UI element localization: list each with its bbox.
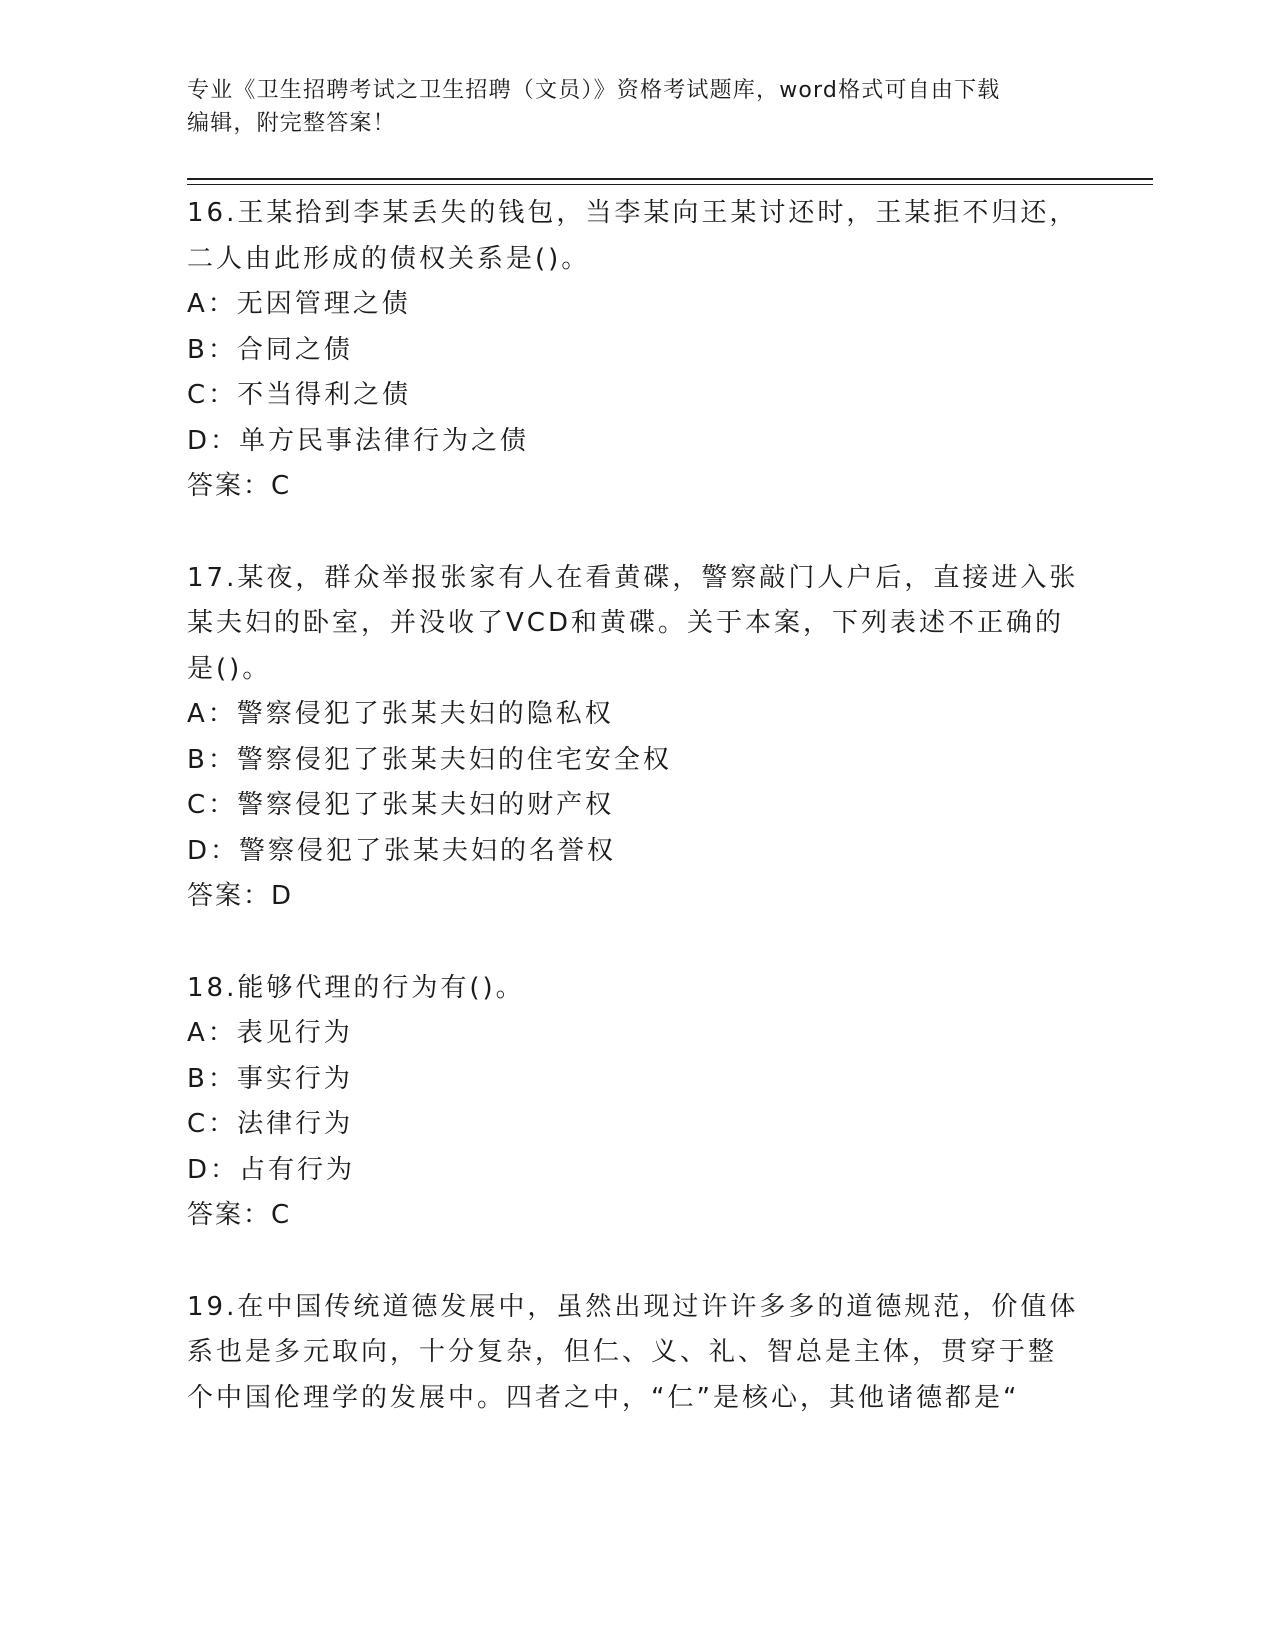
header-divider-thin: [187, 184, 1153, 185]
answer-line: 答案：C: [187, 471, 292, 501]
option-c: C：不当得利之债: [187, 380, 412, 410]
option-d: D：占有行为: [187, 1154, 356, 1185]
option-d: D：警察侵犯了张某夫妇的名誉权: [187, 835, 617, 866]
question-stem-line: 某夫妇的卧室，并没收了VCD和黄碟。关于本案，下列表述不正确的: [187, 608, 1064, 638]
option-b: B：警察侵犯了张某夫妇的住宅安全权: [187, 744, 672, 775]
header-line-2: 编辑，附完整答案！: [187, 111, 396, 136]
option-d: D：单方民事法律行为之债: [187, 425, 530, 456]
option-a: A：警察侵犯了张某夫妇的隐私权: [187, 699, 614, 729]
question-16: [187, 191, 1087, 510]
option-c: C：警察侵犯了张某夫妇的财产权: [187, 790, 615, 820]
option-b: B：合同之债: [187, 334, 353, 365]
question-17: [187, 556, 1087, 920]
answer-line: 答案：D: [187, 881, 294, 911]
document-header: [187, 74, 1067, 140]
question-stem-line: 16.王某拾到李某丢失的钱包，当李某向王某讨还时，王某拒不归还，: [187, 198, 1079, 228]
question-19: [187, 1285, 1087, 1422]
option-a: A：表见行为: [187, 1018, 353, 1048]
header-divider-thick: [187, 178, 1153, 180]
question-stem-line: 个中国伦理学的发展中。四者之中，“仁”是核心，其他诸德都是“: [187, 1382, 1020, 1413]
question-list: [187, 191, 1087, 1421]
question-stem-line: 系也是多元取向，十分复杂，但仁、义、礼、智总是主体，贯穿于整: [187, 1337, 1058, 1367]
option-b: B：事实行为: [187, 1063, 353, 1094]
question-stem-line: 17.某夜，群众举报张家有人在看黄碟，警察敲门人户后，直接进入张: [187, 562, 1079, 593]
header-line-1: 专业《卫生招聘考试之卫生招聘（文员）》资格考试题库，word格式可自由下载: [187, 78, 1001, 103]
question-stem-line: 是()。: [187, 653, 272, 684]
option-a: A：无因管理之债: [187, 289, 411, 319]
question-stem-line: 19.在中国传统道德发展中，虽然出现过许许多多的道德规范，价值体: [187, 1291, 1079, 1322]
question-stem-line: 二人由此形成的债权关系是()。: [187, 243, 591, 274]
answer-line: 答案：C: [187, 1200, 292, 1230]
question-stem-line: 18.能够代理的行为有()。: [187, 972, 525, 1003]
question-18: [187, 966, 1087, 1239]
option-c: C：法律行为: [187, 1109, 354, 1139]
